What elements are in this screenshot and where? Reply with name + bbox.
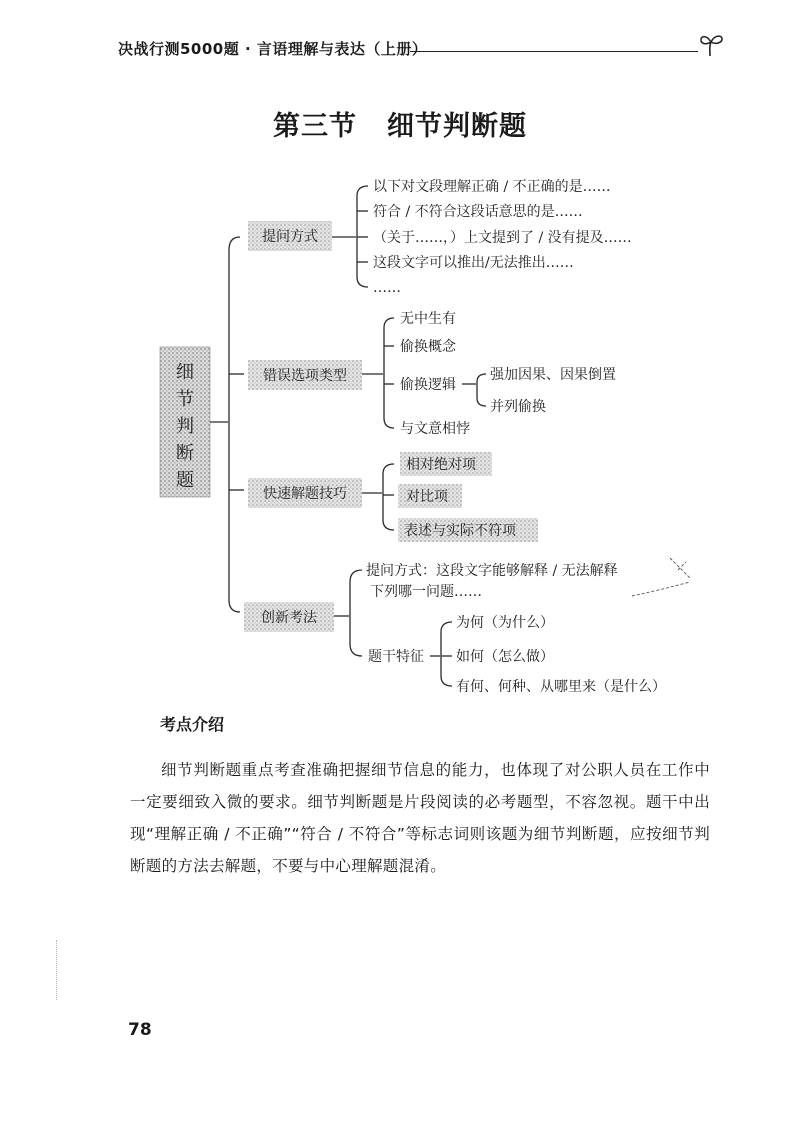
- question-form-item: ……: [373, 280, 401, 296]
- stem-feature-item: 有何、何种、从哪里来（是什么）: [456, 679, 666, 695]
- mindmap-root-char: 判: [176, 416, 194, 437]
- mindmap-root-char: 细: [176, 362, 194, 383]
- stem-feature-item: 如何（怎么做）: [456, 649, 554, 665]
- branch-label-quick-tips: 快速解题技巧: [263, 486, 347, 502]
- branch-label-question-forms: 提问方式: [262, 229, 318, 245]
- mindmap-root-char: 节: [176, 389, 194, 410]
- branch-label-new-forms: 创新考法: [261, 610, 317, 626]
- stem-feature-item: 为何（为什么）: [456, 615, 554, 631]
- wrong-option-item: 无中生有: [400, 311, 456, 327]
- running-head: 决战行测5000题 · 言语理解与表达（上册）: [118, 40, 428, 58]
- mindmap-root-char: 断: [176, 443, 194, 464]
- quick-tip-item: 对比项: [406, 489, 448, 505]
- new-form-question: 下列哪一问题……: [370, 584, 482, 600]
- question-form-item: 以下对文段理解正确 / 不正确的是……: [373, 179, 611, 195]
- section-name: 细节判断题: [387, 111, 527, 142]
- wrong-option-item: 与文意相悖: [400, 421, 470, 437]
- branch-label-wrong-option-types: 错误选项类型: [263, 368, 347, 384]
- margin-dots: [56, 940, 57, 1000]
- pen-scribble: [632, 558, 690, 596]
- question-form-item: 符合 / 不符合这段话意思的是……: [373, 204, 583, 220]
- mindmap-root: [176, 362, 194, 491]
- quick-tip-item: 表述与实际不符项: [404, 523, 516, 539]
- intro-paragraph: 细节判断题重点考查准确把握细节信息的能力，也体现了对公职人员在工作中一定要细致入微的要求。细节判断题是片段阅读的必考题型，不容忽视。题干中出现“理解正确 / 不正确”“符合 / 不符合”等标志词则该题为细节判断题，应按细节判断题的方法去解题，不要与中心理解题混淆。: [130, 761, 710, 875]
- wrong-option-item: 偷换概念: [400, 339, 456, 355]
- question-form-item: 这段文字可以推出/无法推出……: [373, 255, 574, 271]
- stem-features-label: 题干特征: [368, 649, 424, 665]
- page-number: 78: [128, 1020, 152, 1040]
- intro-heading: 考点介绍: [160, 715, 225, 734]
- new-form-question: 提问方式：这段文字能够解释 / 无法解释: [366, 563, 618, 579]
- question-form-item: （关于……，）上文提到了 / 没有提及……: [373, 230, 632, 246]
- wrong-option-item: 偷换逻辑: [400, 377, 456, 393]
- quick-tip-item: 相对绝对项: [406, 457, 476, 473]
- wrong-logic-sub-item: 并列偷换: [490, 399, 546, 415]
- wrong-logic-sub-item: 强加因果、因果倒置: [490, 367, 616, 383]
- mindmap-root-char: 题: [176, 470, 194, 491]
- section-number: 第三节: [273, 111, 357, 142]
